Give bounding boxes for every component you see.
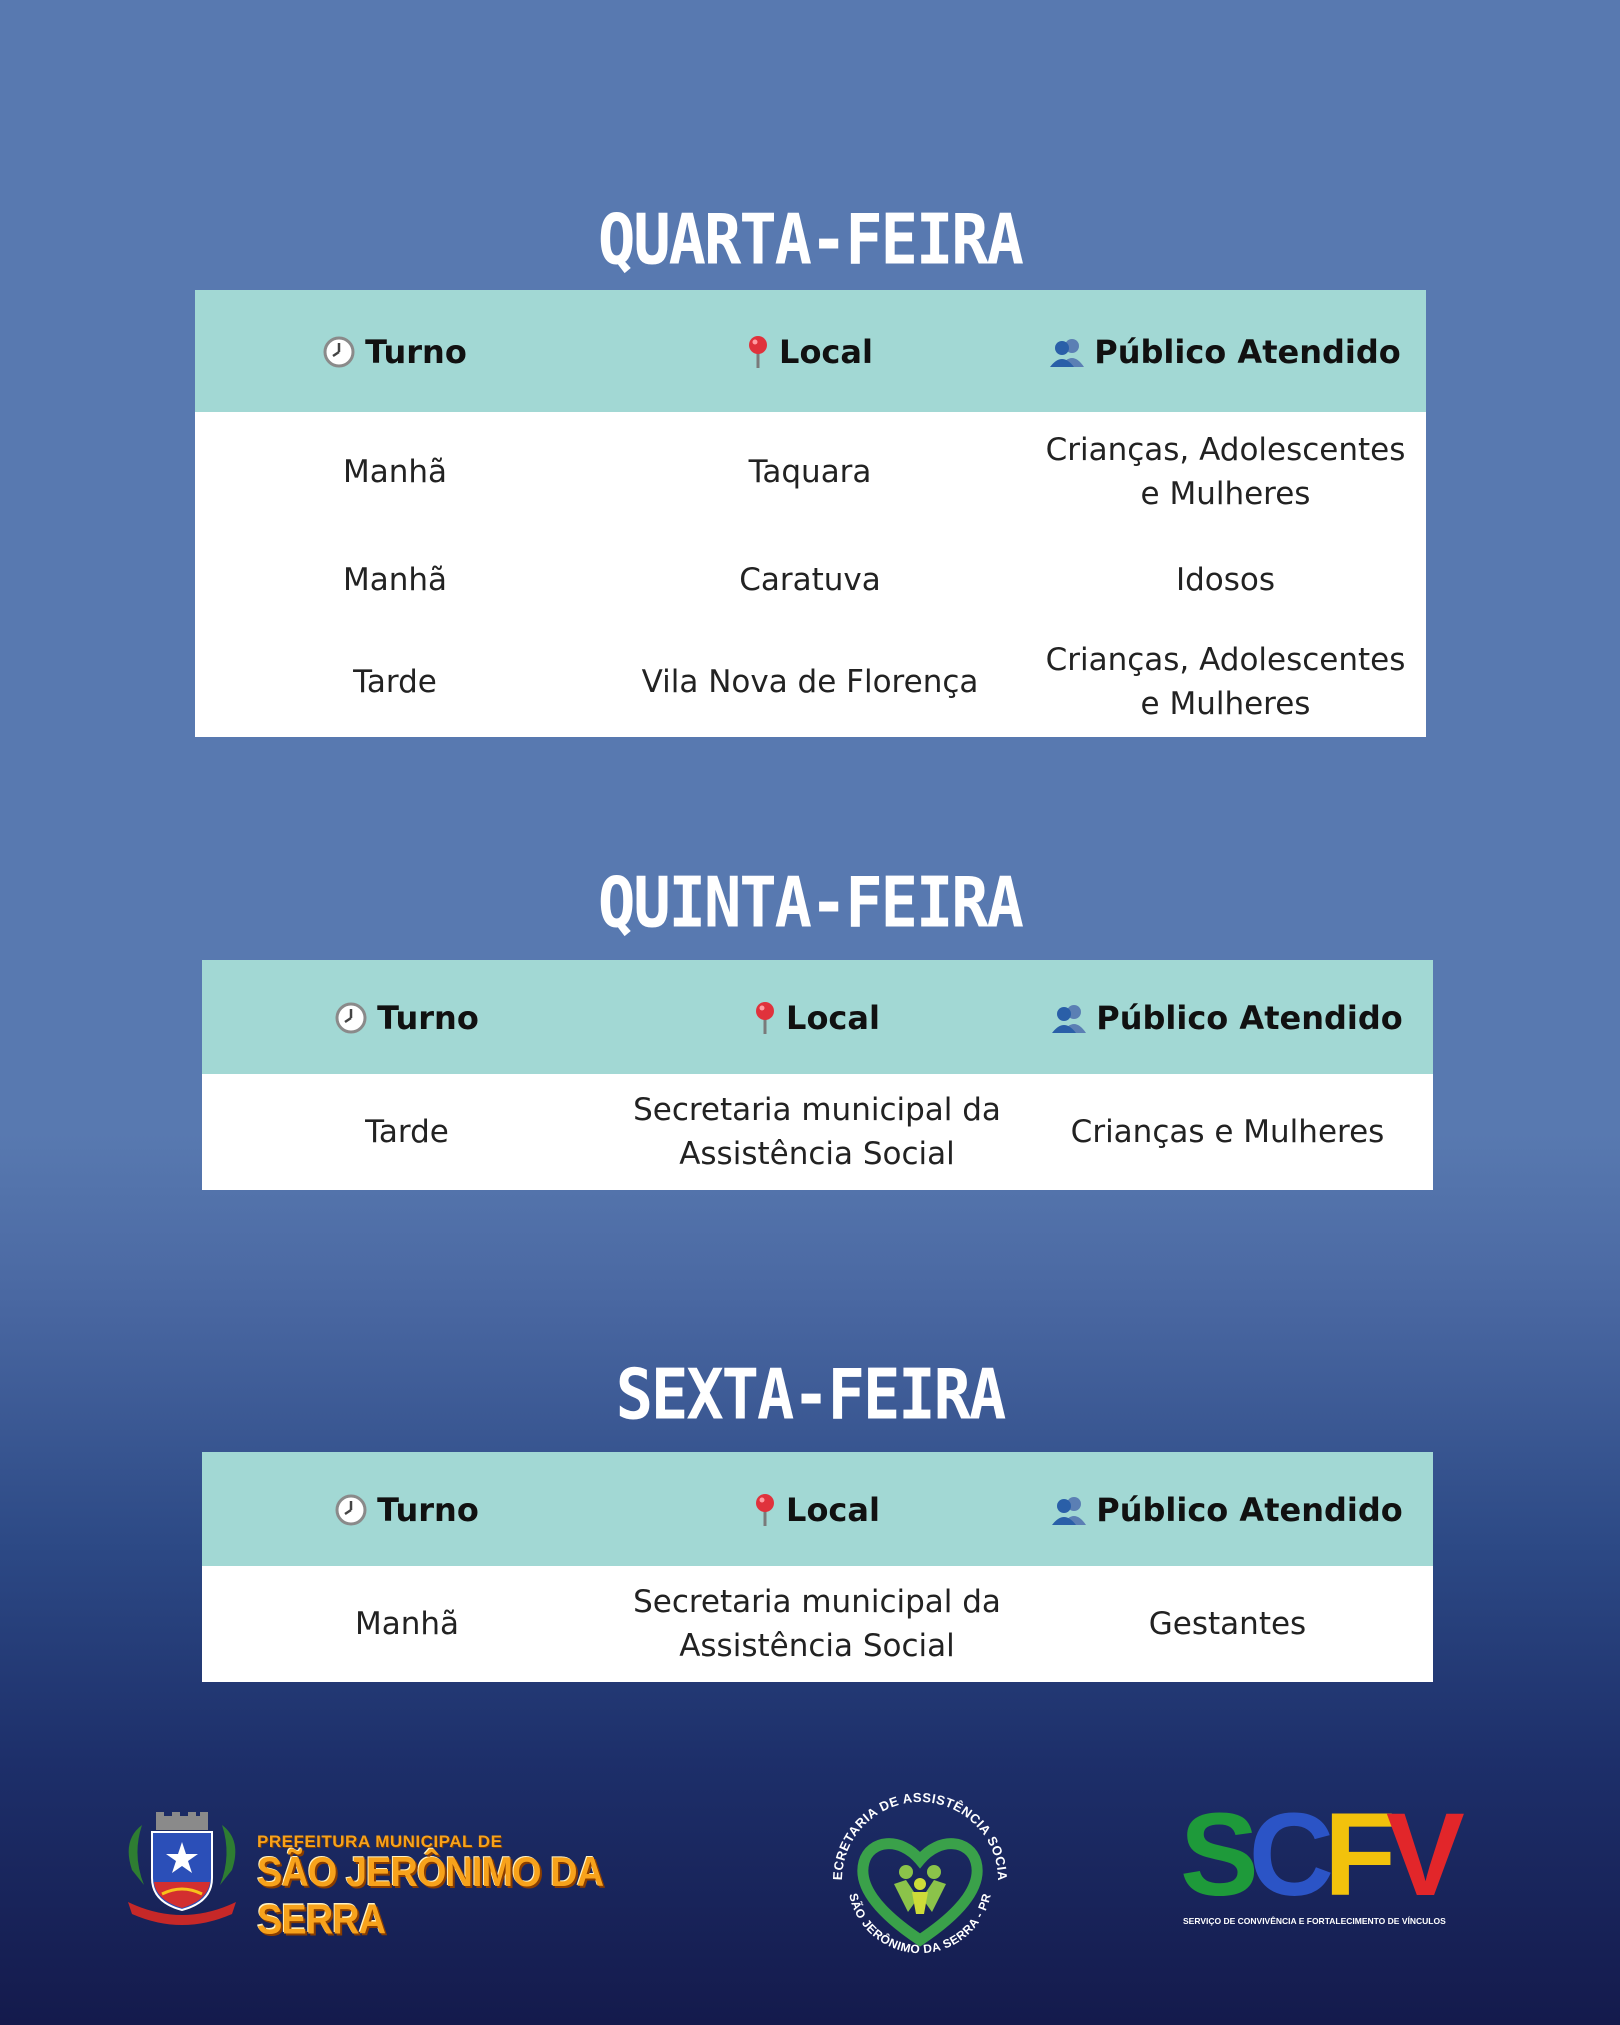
table-header-row xyxy=(202,960,1433,1074)
header-local-label: Local xyxy=(779,333,873,371)
cell-publico: Idosos xyxy=(1175,561,1276,598)
schedule-table-quarta xyxy=(195,290,1426,737)
header-publico xyxy=(1022,960,1433,1074)
scfv-letter-v: V xyxy=(1386,1789,1455,1921)
cell-turno: Manhã xyxy=(342,454,448,490)
header-publico-label: Público Atendido xyxy=(1094,333,1401,371)
header-turno-label: Turno xyxy=(377,1491,479,1529)
scfv-letter-c: C xyxy=(1248,1789,1324,1921)
prefeitura-line2: SÃO JERÔNIMO DA SERRA xyxy=(257,1849,602,1944)
pin-icon xyxy=(754,1493,776,1527)
cell-local: Secretaria municipal da Assistência Social xyxy=(633,1584,1001,1664)
scfv-subtitle: SERVIÇO DE CONVIVÊNCIA E FORTALECIMENTO DE VÍNCULOS xyxy=(1183,1916,1446,1926)
day-title-quarta: QUARTA-FEIRA xyxy=(598,198,1022,281)
scfv-letter-f: F xyxy=(1323,1789,1387,1921)
scfv-letter-s: S xyxy=(1180,1789,1249,1921)
cell-local: Caratuva xyxy=(739,561,881,598)
people-icon xyxy=(1050,337,1084,367)
scfv-logo xyxy=(1180,1789,1455,1940)
clock-icon xyxy=(335,1002,367,1034)
table-row xyxy=(195,532,1426,627)
cell-publico: Crianças e Mulheres xyxy=(1070,1114,1385,1150)
cell-turno: Tarde xyxy=(365,1114,449,1150)
cell-local: Secretaria municipal da Assistência Social xyxy=(633,1092,1001,1172)
cell-publico: Gestantes xyxy=(1148,1606,1307,1642)
clock-icon xyxy=(323,336,355,368)
day-title-quinta: QUINTA-FEIRA xyxy=(598,861,1022,944)
cell-local: Taquara xyxy=(748,454,872,490)
table-row xyxy=(195,412,1426,532)
header-publico-label: Público Atendido xyxy=(1096,999,1403,1037)
schedule-table-quinta xyxy=(202,960,1433,1190)
table-header-row xyxy=(202,1452,1433,1566)
cell-publico: Crianças, Adolescentes e Mulheres xyxy=(1045,642,1406,722)
header-publico xyxy=(1022,1452,1433,1566)
coat-of-arms-icon xyxy=(122,1810,242,1926)
header-local xyxy=(612,960,1022,1074)
header-turno xyxy=(195,290,595,412)
secretaria-top-text: ECRETARIA DE ASSISTÊNCIA SOCIA xyxy=(829,1789,1011,1882)
schedule-table-sexta xyxy=(202,1452,1433,1682)
secretaria-logo xyxy=(820,1780,1020,1980)
cell-local: Vila Nova de Florença xyxy=(641,664,979,700)
table-row xyxy=(202,1566,1433,1682)
people-icon xyxy=(1052,1495,1086,1525)
clock-icon xyxy=(335,1494,367,1526)
header-turno xyxy=(202,1452,612,1566)
header-local xyxy=(612,1452,1022,1566)
pin-icon xyxy=(754,1001,776,1035)
prefeitura-logo xyxy=(122,1810,672,1944)
cell-publico: Crianças, Adolescentes e Mulheres xyxy=(1045,432,1406,512)
cell-turno: Manhã xyxy=(342,561,448,598)
header-turno-label: Turno xyxy=(377,999,479,1037)
pin-icon xyxy=(747,335,769,369)
header-publico-label: Público Atendido xyxy=(1096,1491,1403,1529)
table-header-row xyxy=(195,290,1426,412)
header-turno xyxy=(202,960,612,1074)
prefeitura-line1: PREFEITURA MUNICIPAL DE xyxy=(257,1832,503,1851)
table-row xyxy=(195,627,1426,737)
cell-turno: Tarde xyxy=(353,664,437,700)
header-local-label: Local xyxy=(786,999,880,1037)
table-row xyxy=(202,1074,1433,1190)
header-turno-label: Turno xyxy=(365,333,467,371)
day-title-sexta: SEXTA-FEIRA xyxy=(615,1353,1005,1436)
people-icon xyxy=(1052,1003,1086,1033)
header-local-label: Local xyxy=(786,1491,880,1529)
header-local xyxy=(595,290,1025,412)
heart-family-icon xyxy=(863,1844,977,1940)
cell-turno: Manhã xyxy=(354,1606,460,1642)
footer-logos xyxy=(0,1780,1620,1980)
header-publico xyxy=(1025,290,1426,412)
secretaria-bottom-text: SÃO JERÔNIMO DA SERRA - PR xyxy=(846,1891,994,1957)
